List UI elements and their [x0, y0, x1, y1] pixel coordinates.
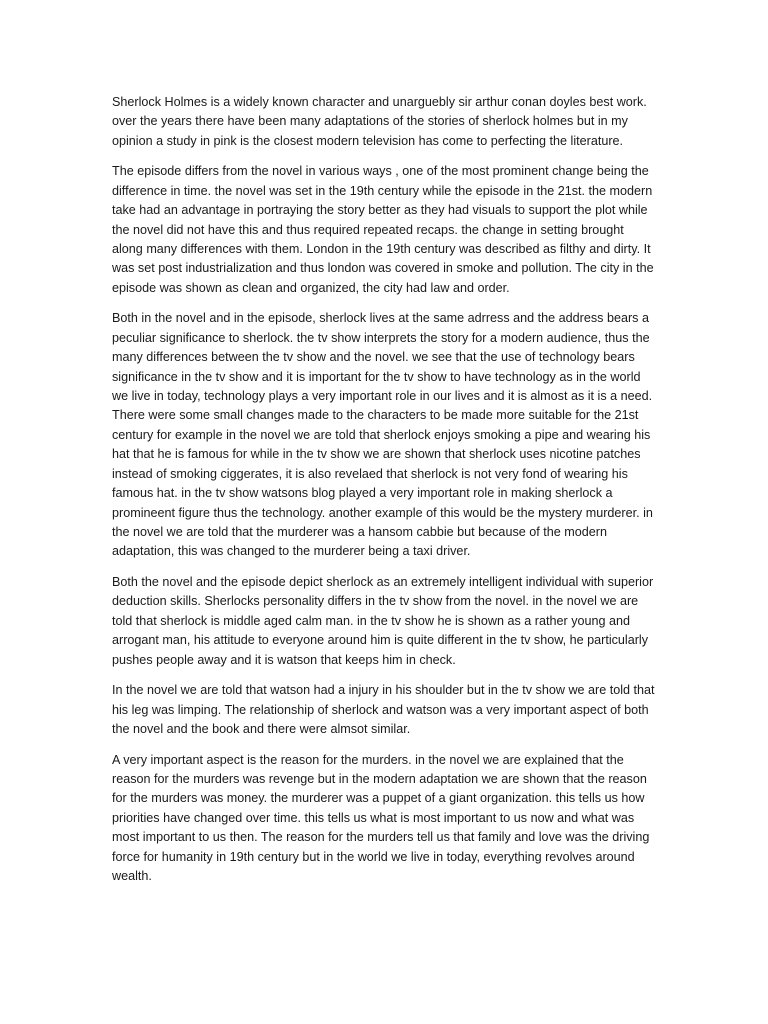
paragraph-technology: Both in the novel and in the episode, sherlock lives at the same adrress and the address bears a peculiar significance to sherlock. the tv show interprets the story for a modern audience, thus the many differences between the tv show and the novel. we see that the use of technology bears significance in the tv show and it is important for the tv show to have technology as in the world we live in today, technology plays a very important role in our lives and it is almost as it is a need. There were some small changes made to the characters to be made more suitable for the 21st century for example in the novel we are told that sherlock enjoys smoking a pipe and wearing his hat that he is famous for while in the tv show we are shown that sherlock uses nicotine patches instead of smoking ciggerates, it is also revelaed that sherlock is not very fond of wearing his famous hat. in the tv show watsons blog played a very important role in making sherlock a promineent figure thus the technology. another example of this would be the mystery murderer. in the novel we are told that the murderer was a hansom cabbie but because of the modern adaptation, this was changed to the murderer being a taxi driver.	[112, 311, 653, 559]
document-body	[112, 93, 657, 898]
paragraph-time-setting: The episode differs from the novel in various ways , one of the most prominent change being the difference in time. the novel was set in the 19th century while the episode in the 21st. the modern take had an advantage in portraying the story better as they had visuals to support the plot while the novel did not have this and thus required repeated recaps. the change in setting brought along many differences with them. London in the 19th century was described as filthy and dirty. It was set post industrialization and thus london was covered in smoke and pollution. The city in the episode was shown as clean and organized, the city had law and order.	[112, 164, 654, 295]
paragraph-intro: Sherlock Holmes is a widely known character and unarguebly sir arthur conan doyles best work. over the years there have been many adaptations of the stories of sherlock holmes but in my opinion a study in pink is the closest modern television has come to perfecting the literature.	[112, 95, 647, 148]
paragraph-murders: A very important aspect is the reason for the murders. in the novel we are explained that the reason for the murders was revenge but in the modern adaptation we are shown that the reason for the murders was money. the murderer was a puppet of a giant organization. this tells us how priorities have changed over time. this tells us what is most important to us now and what was most important to us then. The reason for the murders tell us that family and love was the driving force for humanity in 19th century but in the world we live in today, everything revolves around wealth.	[112, 752, 650, 883]
paragraph-watson: In the novel we are told that watson had a injury in his shoulder but in the tv show we are told that his leg was limping. The relationship of sherlock and watson was a very important aspect of both the novel and the book and there were almsot similar.	[112, 683, 655, 736]
paragraph-personality: Both the novel and the episode depict sherlock as an extremely intelligent individual with superior deduction skills. Sherlocks personality differs in the tv show from the novel. in the novel we are told that sherlock is middle aged calm man. in the tv show he is shown as a rather young and arrogant man, his attitude to everyone around him is quite different in the tv show, he particularly pushes people away and it is watson that keeps him in check.	[112, 574, 654, 667]
